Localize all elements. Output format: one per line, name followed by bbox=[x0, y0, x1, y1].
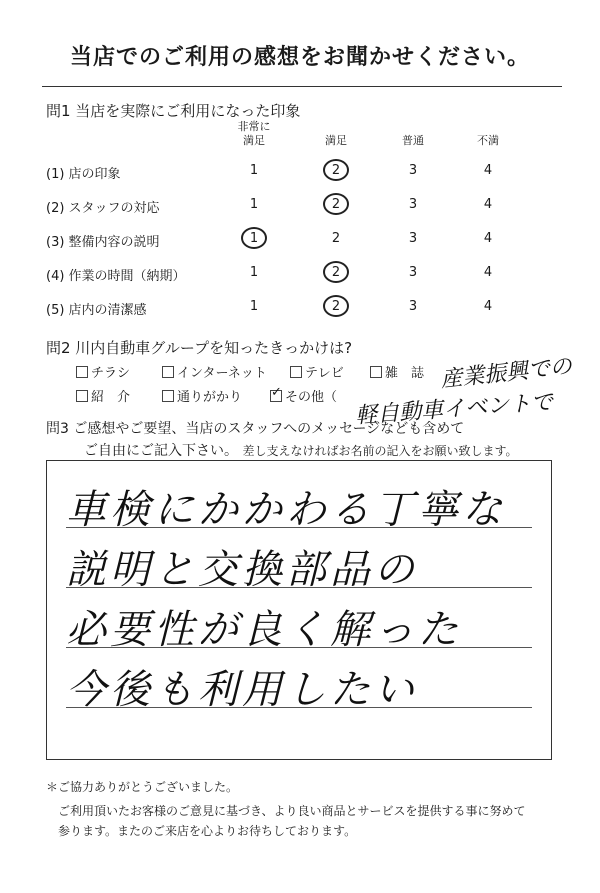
other-answer-handwritten-1: 産業振興での bbox=[439, 354, 574, 393]
rating-value: 3 bbox=[408, 197, 418, 212]
rating-value: 3 bbox=[408, 231, 418, 246]
q1-row-label: (1) 店の印象 bbox=[46, 167, 121, 182]
checkbox[interactable] bbox=[162, 390, 174, 402]
option-referral[interactable] bbox=[76, 386, 130, 405]
rating-option[interactable] bbox=[234, 231, 274, 246]
q1-row-label: (2) スタッフの対応 bbox=[46, 201, 160, 216]
option-label: チラシ bbox=[91, 366, 131, 381]
rating-option[interactable] bbox=[316, 265, 356, 280]
rating-option[interactable] bbox=[468, 197, 508, 212]
option-label: 紹 介 bbox=[91, 390, 131, 405]
rating-option[interactable] bbox=[316, 163, 356, 178]
option-magazine[interactable] bbox=[370, 362, 424, 381]
q1-row-label: (5) 店内の清潔感 bbox=[46, 303, 147, 318]
q1-row-label: (4) 作業の時間（納期） bbox=[46, 269, 186, 284]
option-tv[interactable] bbox=[290, 362, 344, 381]
column-header-satisfied: 満足 bbox=[325, 134, 347, 147]
footer-message-line1: ご利用頂いたお客様のご意見に基づき、より良い商品とサービスを提供する事に努めて bbox=[58, 804, 526, 818]
rating-value: 1 bbox=[249, 231, 259, 246]
rating-value: 2 bbox=[331, 265, 341, 280]
rating-option[interactable] bbox=[316, 197, 356, 212]
rating-option[interactable] bbox=[468, 231, 508, 246]
column-header-line: 非常に bbox=[237, 120, 271, 133]
rating-value: 1 bbox=[249, 299, 259, 314]
rating-option[interactable] bbox=[316, 299, 356, 314]
option-label: 雑 誌 bbox=[385, 366, 425, 381]
rating-value: 2 bbox=[331, 299, 341, 314]
rating-value: 4 bbox=[483, 197, 493, 212]
rating-value: 2 bbox=[331, 163, 341, 178]
rating-option[interactable] bbox=[234, 197, 274, 212]
rating-value: 1 bbox=[249, 197, 259, 212]
option-flyer[interactable] bbox=[76, 362, 130, 381]
rating-option[interactable] bbox=[393, 197, 433, 212]
column-header-line: 満足 bbox=[243, 134, 265, 147]
rating-value: 3 bbox=[408, 163, 418, 178]
rating-option[interactable] bbox=[393, 265, 433, 280]
option-passing-by[interactable] bbox=[162, 386, 242, 405]
q2-heading: 問2 川内自動車グループを知ったきっかけは? bbox=[46, 339, 353, 357]
other-answer-handwritten-2: 軽自動車イベントで bbox=[354, 390, 554, 429]
selection-circle bbox=[323, 261, 349, 283]
q3-heading: 問3 ご感想やご要望、当店のスタッフへのメッセージなども含めて bbox=[46, 421, 465, 437]
q3-subheading bbox=[84, 440, 518, 460]
rating-option[interactable] bbox=[316, 231, 356, 246]
rating-value: 3 bbox=[408, 265, 418, 280]
option-label: インターネット bbox=[177, 366, 267, 381]
checkbox[interactable] bbox=[162, 366, 174, 378]
q3-subheading-main: ご自由にご記入下さい。 bbox=[84, 443, 238, 459]
rating-value: 4 bbox=[483, 265, 493, 280]
rating-option[interactable] bbox=[234, 299, 274, 314]
rating-value: 1 bbox=[249, 163, 259, 178]
column-header-very-satisfied bbox=[224, 120, 284, 148]
footer-thanks: ＊ご協力ありがとうございました。 bbox=[46, 780, 239, 794]
column-header-dissatisfied: 不満 bbox=[477, 134, 499, 147]
selection-circle bbox=[241, 227, 267, 249]
rating-value: 3 bbox=[408, 299, 418, 314]
handwritten-comment-line: 今後も利用したい bbox=[66, 667, 418, 713]
option-label: テレビ bbox=[305, 366, 344, 381]
rating-value: 2 bbox=[331, 231, 341, 246]
column-header-neutral: 普通 bbox=[402, 134, 424, 147]
footer-message-line2: 参ります。またのご来店を心よりお待ちしております。 bbox=[58, 824, 357, 838]
handwritten-comment-line: 車検にかかわる丁寧な bbox=[66, 487, 506, 533]
checkbox[interactable] bbox=[76, 366, 88, 378]
rating-option[interactable] bbox=[393, 231, 433, 246]
rating-value: 1 bbox=[249, 265, 259, 280]
option-other[interactable] bbox=[270, 386, 337, 405]
selection-circle bbox=[323, 159, 349, 181]
selection-circle bbox=[323, 193, 349, 215]
survey-title: 当店でのご利用の感想をお聞かせください。 bbox=[69, 45, 530, 70]
rating-option[interactable] bbox=[468, 299, 508, 314]
title-divider bbox=[42, 86, 562, 87]
q1-row-label: (3) 整備内容の説明 bbox=[46, 235, 160, 250]
checkbox[interactable] bbox=[370, 366, 382, 378]
rating-option[interactable] bbox=[393, 163, 433, 178]
selection-circle bbox=[323, 295, 349, 317]
checkbox-checked[interactable] bbox=[270, 385, 282, 402]
option-internet[interactable] bbox=[162, 362, 267, 381]
option-label: 通りがかり bbox=[177, 390, 243, 405]
checkbox[interactable] bbox=[290, 366, 302, 378]
q3-subheading-note: 差し支えなければお名前の記入をお願い致します。 bbox=[242, 444, 518, 458]
handwritten-comment-line: 説明と交換部品の bbox=[66, 547, 418, 593]
rating-option[interactable] bbox=[468, 265, 508, 280]
rating-option[interactable] bbox=[393, 299, 433, 314]
rating-value: 4 bbox=[483, 163, 493, 178]
rating-value: 4 bbox=[483, 231, 493, 246]
rating-option[interactable] bbox=[234, 163, 274, 178]
q1-heading: 問1 当店を実際にご利用になった印象 bbox=[46, 102, 301, 120]
rating-value: 2 bbox=[331, 197, 341, 212]
handwritten-comment-line: 必要性が良く解った bbox=[66, 607, 462, 653]
rating-option[interactable] bbox=[234, 265, 274, 280]
checkmark-icon: ✓ bbox=[271, 385, 282, 400]
checkbox[interactable] bbox=[76, 390, 88, 402]
rating-value: 4 bbox=[483, 299, 493, 314]
option-label: その他（ bbox=[285, 390, 338, 405]
rating-option[interactable] bbox=[468, 163, 508, 178]
